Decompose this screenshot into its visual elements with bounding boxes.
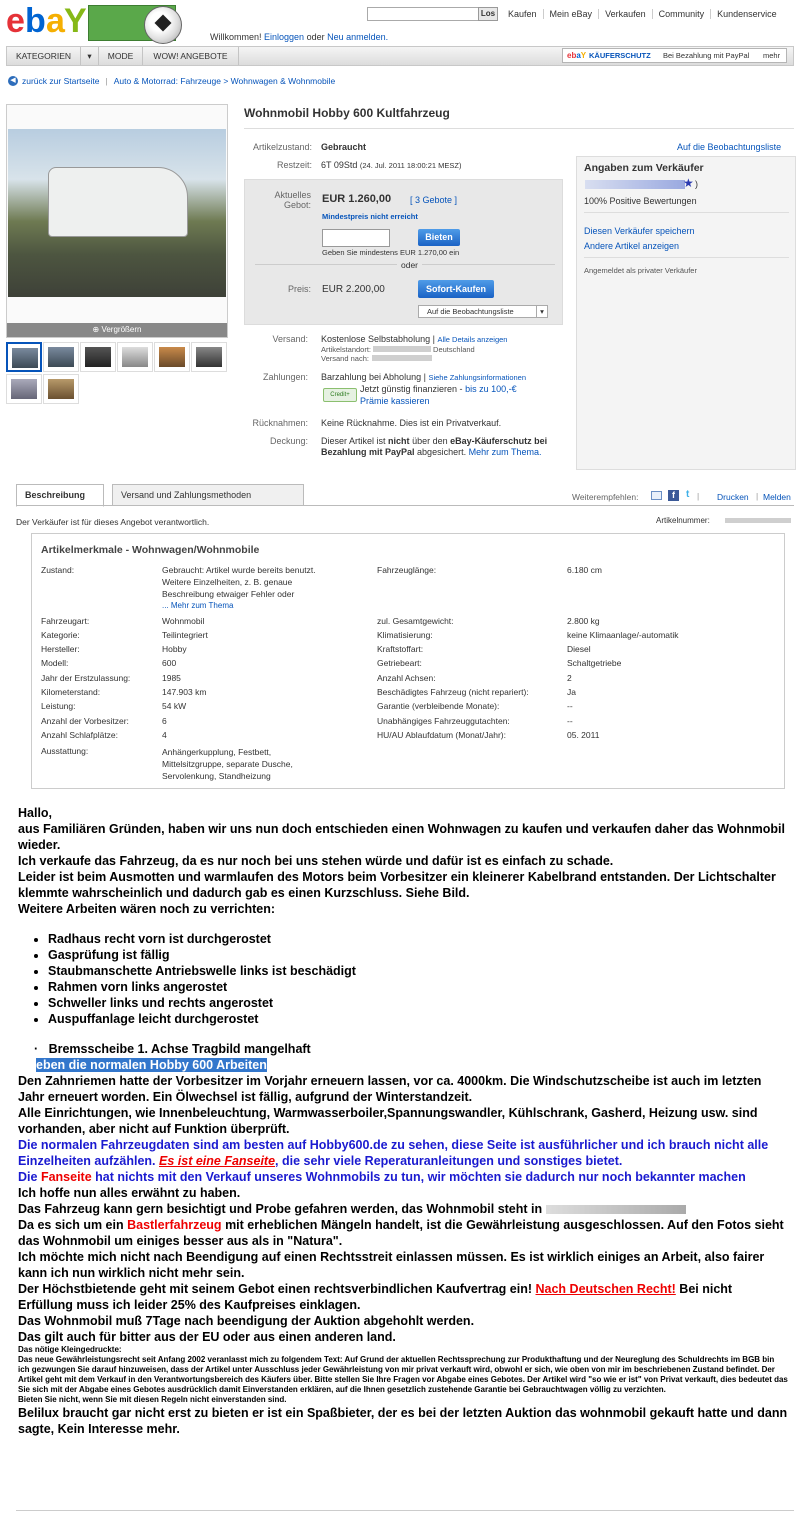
reserve-notice: Mindestpreis nicht erreicht [322,212,418,221]
desc-paragraph: Belilux braucht gar nicht erst zu bieten er ist ein Spaßbieter, der es bei der letzten Auktion das wohnmobil gekauft hatte und dann sagte, Kein Interesse mehr. [18,1406,788,1436]
spec-value: 6 [162,716,167,726]
save-seller-link[interactable]: Diesen Verkäufer speichern [584,226,695,236]
recommend-label: Weiterempfehlen: [572,492,639,502]
welcome-text: Willkommen! [210,32,262,42]
spec-value: Anhängerkupplung, Festbett, Mittelsitzgruppe, separate Dusche, Servolenkung, Standheizung [162,747,293,781]
spec-label: zul. Gesamtgewicht: [377,616,454,626]
spec-label: Fahrzeuglänge: [377,565,437,575]
spec-value: Hobby [162,644,187,654]
redacted-item-number [725,518,791,523]
min-bid-hint: Geben Sie mindestens EUR 1.270,00 ein [322,248,460,257]
coverage-text: Dieser Artikel ist nicht über den eBay-Käuferschutz bei Bezahlung mit PayPal abgesichert. Mehr zum Thema. [321,436,548,457]
fine-print: Das neue Gewährleistungsrecht seit Anfang 2002 veranlasst mich zu folgendem Text: Auf Grund der aktuellen Rechtssprechung zur Produkthaftung und der Neureglung des Schuldrechts im BGB bin ich gezwungen Sie darauf hinzuweisen, dass der Artikel unter Ausschluss jeder Gewährleistung von mir privat verkauft wird, obwohl er sich, wie oben von mir im beschriebenen Zustand befindet. Der Artikel geht mit dem Verkauf in den Verantwortungsbereich des Käufers über. Bitte stellen Sie Ihre Fragen vor Abgabe eines Gebotes. Der Artikel wird "so wie er ist" von Privat verkauft, dies bedeutet das Sie sich mit der Abgabe eines Gebotes ausdrücklich damit Einverstanden erklären, auf die Ihnen gesetzlich zustehende Garantie bei Gebrauchtwagen völlig zu verzichten. [18,1355,788,1394]
desc-paragraph: Das Fahrzeug kann gern besichtigt und Probe gefahren werden, das Wohnmobil steht in [18,1201,788,1217]
watchlist-dropdown[interactable]: Auf die Beobachtungsliste ▾ [418,305,548,318]
coverage-label: Deckung: [269,436,308,446]
desc-paragraph: Ich hoffe nun alles erwähnt zu haben. [18,1186,241,1200]
search-button[interactable]: Los [478,7,498,21]
spec-label: Hersteller: [41,644,80,654]
spec-value: 54 kW [162,701,187,711]
current-bid-label: Aktuelles Gebot: [274,190,311,210]
more-link[interactable]: mehr [763,51,781,60]
star-icon: ★ [683,176,694,190]
condition-value: Gebraucht [321,142,367,152]
finance-link[interactable]: bis zu 100,-€ [465,384,517,394]
mode-link[interactable]: MODE [99,47,143,65]
ebay-mini-logo: ebaY [567,51,587,60]
top-nav-item[interactable]: Mein eBay [543,9,599,19]
buyer-protection-label: KÄUFERSCHUTZ [589,51,651,60]
thumbnail[interactable] [191,342,227,372]
spec-label: Modell: [41,658,69,668]
top-nav-item[interactable]: Community [652,9,711,19]
end-time: (24. Jul. 2011 18:00:21 MESZ) [359,161,462,170]
current-bid-value: EUR 1.260,00 [322,193,392,205]
spec-label: Leistung: [41,701,76,711]
returns-value: Keine Rücknahme. Dies ist ein Privatverkauf. [321,418,502,428]
price-value: EUR 2.200,00 [322,284,385,295]
spec-value: 2.800 kg [567,616,600,626]
bid-button[interactable]: Bieten [418,229,460,246]
spec-label: Kategorie: [41,630,80,640]
ebay-logo[interactable]: e b a Y [6,2,84,40]
desc-paragraph: Das gilt auch für bitter aus der EU oder aus einen anderen land. [18,1330,396,1344]
desc-paragraph: Weitere Arbeiten wären noch zu verrichten: [18,902,276,916]
spec-label: Kraftstoffart: [377,644,424,654]
tab-underline [16,505,794,506]
coverage-link[interactable]: Mehr zum Thema. [468,447,542,457]
list-item: • Gasprüfung ist fällig [48,947,788,963]
other-items-link[interactable]: Andere Artikel anzeigen [584,241,680,251]
thumbnail[interactable] [6,342,42,372]
motorhome-shape [48,167,188,237]
chevron-down-icon[interactable]: ▾ [536,306,547,317]
login-link[interactable]: Einloggen [264,32,305,42]
spec-value: keine Klimaanlage/-automatik [567,630,679,640]
specifics-heading: Artikelmerkmale - Wohnwagen/Wohnmobile [41,544,260,556]
seller-responsible-note: Der Verkäufer ist für dieses Angebot verantwortlich. [16,517,210,527]
desc-paragraph: Der Höchstbietende geht mit seinem Gebot einen rechtsverbindlichen Kaufvertrag ein! Nach Deutschen Recht! Bei nicht Erfüllung muss ich leider 25% des Kaufpreises einklagen. [18,1282,733,1312]
thumbnail[interactable] [6,374,42,404]
spec-value: -- [567,716,573,726]
list-item: • Rahmen vorn links angerostet [48,979,788,995]
spec-value: 600 [162,658,177,668]
paypal-text: Bei Bezahlung mit PayPal [663,51,750,60]
desc-paragraph: Ich möchte mich nicht nach Beendigung auf einen Rechtsstreit einlassen müssen. Es ist wirklich einiges an Arbeit, also fairer kann ich nun wirklich nicht mehr sein. [18,1250,765,1280]
desc-paragraph: Leider ist beim Ausmotten und warmlaufen des Motors beim Vorbesitzer ein kleinerer Kabelbrand entstanden. Der Lichtschalter klemmte wahrscheinlich und dadurch gab es einen Kurzschluss. Siehe Bild. [18,870,776,900]
magnifier-icon: ⊕ [92,325,102,334]
seller-box [576,156,796,470]
buy-now-button[interactable]: Sofort-Kaufen [418,280,494,298]
spec-value: 1985 [162,673,181,683]
seller-heading: Angaben zum Verkäufer [584,162,704,174]
spec-label: Anzahl Achsen: [377,673,436,683]
divider [244,128,794,129]
desc-paragraph: Alle Einrichtungen, wie Innenbeleuchtung, Warmwasserboiler,Spannungswandler, Kühlschrank, Gasherd, Heizung usw. sind vorhanden, aber nicht auf Funktion überprüft. [18,1106,758,1136]
thumbnail[interactable] [43,342,79,372]
desc-paragraph: Hallo, [18,806,53,820]
motorhome-photo[interactable] [8,129,226,297]
fine-print-heading: Das nötige Kleingedruckte: [18,1345,122,1354]
breadcrumb [8,76,335,86]
spec-value: Gebraucht: Artikel wurde bereits benutzt. Weitere Einzelheiten, z. B. genaue Beschreibung etwaiger Fehler oder [162,565,316,599]
spec-label: Zustand: [41,565,75,575]
watchlist-link[interactable]: Auf die Beobachtungsliste [677,142,782,152]
extra-list-item: · Bremsscheibe 1. Achse Tragbild mangelhaft [34,1042,311,1056]
work-list [48,931,788,1027]
price-label: Preis: [287,284,311,294]
separator: | [756,491,759,501]
redacted-location [373,346,431,352]
separator: | [697,491,700,501]
spec-label: Unabhängiges Fahrzeuggutachten: [377,716,510,726]
item-number-label: Artikelnummer: [656,516,710,525]
more-info-link[interactable]: ... Mehr zum Thema [162,601,234,610]
spec-value: Teilintegriert [162,630,208,640]
fansite-link[interactable]: Es ist eine Fanseite [159,1154,276,1168]
welcome-bar [210,32,388,42]
condition-label: Artikelzustand: [252,142,312,152]
top-nav-item[interactable]: Kaufen [508,9,537,19]
spec-value: 147.903 km [162,687,207,697]
location-line: Artikelstandort: Deutschland [321,345,475,354]
bid-box [244,179,563,325]
spec-label: Garantie (verbleibende Monate): [377,701,500,711]
wow-deals-link[interactable]: WOW! ANGEBOTE [143,47,239,65]
bid-amount-input[interactable] [322,229,390,247]
item-description [18,805,788,1437]
spec-label: Getriebeart: [377,658,422,668]
thumbnail[interactable] [43,374,79,404]
breadcrumb-separator: | [105,76,108,86]
list-item: • Staubmanschette Antriebswelle links ist beschädigt [48,963,788,979]
categories-menu[interactable]: KATEGORIEN [7,47,81,65]
spec-value: 4 [162,730,167,740]
tab-shipping-payment[interactable]: Versand und Zahlungsmethoden [112,484,304,506]
payment-info-link[interactable]: Siehe Zahlungsinformationen [428,373,526,382]
footer-divider [16,1510,794,1511]
register-link[interactable]: Neu anmelden. [327,32,389,42]
desc-paragraph: Die normalen Fahrzeugdaten sind am besten auf Hobby600.de zu sehen, diese Seite ist ausführlicher und ich brauch nicht alle Einzelheiten aufzählen. Es ist eine Fanseite, die sehr viele Reperaturanleitungen und sonstiges bietet. [18,1138,769,1168]
thumbnail[interactable] [80,342,116,372]
twitter-icon[interactable]: t [686,489,690,500]
redacted-seller-name[interactable] [585,180,685,189]
payment-label: Zahlungen: [262,372,308,382]
list-item: • Schweller links und rechts angerostet [48,995,788,1011]
finance-line: Jetzt günstig finanzieren - bis zu 100,-€ [360,384,517,394]
spec-label: Jahr der Erstzulassung: [41,673,131,683]
zoom-label: Vergrößern [101,325,142,334]
time-left-value: 6T 09Std (24. Jul. 2011 18:00:21 MESZ) [321,160,462,170]
spec-value: -- [567,701,573,711]
report-link[interactable]: Melden [763,492,791,502]
spec-label: HU/AU Ablaufdatum (Monat/Jahr): [377,730,506,740]
shipping-value: Kostenlose Selbstabholung | Alle Details anzeigen [321,334,508,344]
thumbnail[interactable] [117,342,153,372]
desc-paragraph: Das Wohnmobil muß 7Tage nach beendigung der Auktion abgehohlt werden. [18,1314,475,1328]
top-nav-item[interactable]: Verkaufen [598,9,652,19]
spec-label: Kilometerstand: [41,687,101,697]
desc-paragraph: Die Fanseite hat nichts mit den Verkauf unseres Wohnmobils zu tun, wir möchten sie dadurch nur noch bekannter machen [18,1170,746,1184]
email-icon[interactable] [651,491,662,500]
spec-value: Ja [567,687,576,697]
divider [584,257,789,258]
spec-value: 05. 2011 [567,730,600,740]
creditplus-icon: Credit+ [323,388,357,402]
list-item: • Radhaus recht vorn ist durchgerostet [48,931,788,947]
redacted-ship-to [372,355,432,361]
spec-label: Ausstattung: [41,746,89,756]
spec-label: Anzahl der Vorbesitzer: [41,716,129,726]
returns-label: Rücknahmen: [252,418,308,428]
bid-count-link[interactable]: [ 3 Gebote ] [410,195,458,205]
main-image-frame[interactable] [6,104,228,338]
category-path-link[interactable]: Auto & Motorrad: Fahrzeuge > Wohnwagen & Wohnmobile [113,76,336,86]
desc-paragraph: Ich verkaufe das Fahrzeug, da es nur noch bei uns stehen würde und dafür ist es einfach zu schade. [18,854,614,868]
buyer-protection-badge[interactable] [562,48,787,63]
divider [584,212,789,213]
spec-label: Klimatisierung: [377,630,433,640]
spec-value: 2 [567,673,572,683]
time-left-label: Restzeit: [276,160,312,170]
payment-value: Barzahlung bei Abholung | Siehe Zahlungsinformationen [321,372,526,382]
category-nav [6,46,794,66]
spec-label: Fahrzeugart: [41,616,90,626]
facebook-icon[interactable]: f [668,490,679,501]
tab-description[interactable]: Beschreibung [16,484,104,507]
back-link[interactable]: zurück zur Startseite [22,76,100,86]
bonus-link[interactable]: Prämie kassieren [360,396,430,406]
item-specifics [31,533,785,789]
or-separator: oder [397,260,422,270]
header [0,0,800,46]
fine-print: Bieten Sie nicht, wenn Sie mit diesen Regeln nicht einverstanden sind. [18,1395,287,1404]
back-arrow-icon[interactable]: ◀ [8,76,18,86]
top-nav [502,9,783,19]
print-link[interactable]: Drucken [717,492,749,502]
positive-feedback: 100% Positive Bewertungen [584,196,697,206]
shipping-details-link[interactable]: Alle Details anzeigen [437,335,508,344]
list-item: • Auspuffanlage leicht durchgerostet [48,1011,788,1027]
spec-value: Diesel [567,644,591,654]
spec-label: Anzahl Schlafplätze: [41,730,119,740]
top-nav-item[interactable]: Kundenservice [710,9,783,19]
desc-paragraph: Da es sich um ein Bastlerfahrzeug mit erheblichen Mängeln handelt, ist die Gewährleistung ausgeschlossen. Auf den Fotos sieht das Wohnmobil um einiges besser aus als in "Natura". [18,1218,784,1248]
highlight-line: eben die normalen Hobby 600 Arbeiten [36,1058,267,1072]
or-text: oder [306,32,325,42]
spec-label: Beschädigtes Fahrzeug (nicht repariert): [377,687,529,697]
shipping-label: Versand: [272,334,308,344]
ship-to-line: Versand nach: [321,354,432,363]
thumbnail[interactable] [154,342,190,372]
desc-paragraph: Den Zahnriemen hatte der Vorbesitzer im Vorjahr erneuern lassen, vor ca. 4000km. Die Windschutzscheibe ist auch im letzten Jahr erneuert worden. Ein Ölwechsel ist fällig, aufgrund der Winterstandzeit. [18,1074,762,1104]
spec-value: Schaltgetriebe [567,658,622,668]
spec-value: Wohnmobil [162,616,205,626]
spec-value: 6.180 cm [567,565,602,575]
listing-title: Wohnmobil Hobby 600 Kultfahrzeug [244,106,450,120]
private-seller-note: Angemeldet als privater Verkäufer [584,266,697,275]
chevron-down-icon[interactable]: ▾ [81,47,99,65]
desc-paragraph: aus Familiären Gründen, haben wir uns nun doch entschieden einen Wohnwagen zu kaufen und verkaufen daher das Wohnmobil wieder. [18,822,786,852]
zoom-button[interactable] [7,323,227,337]
redacted-location [546,1205,686,1214]
rating-close: ) [695,179,698,189]
